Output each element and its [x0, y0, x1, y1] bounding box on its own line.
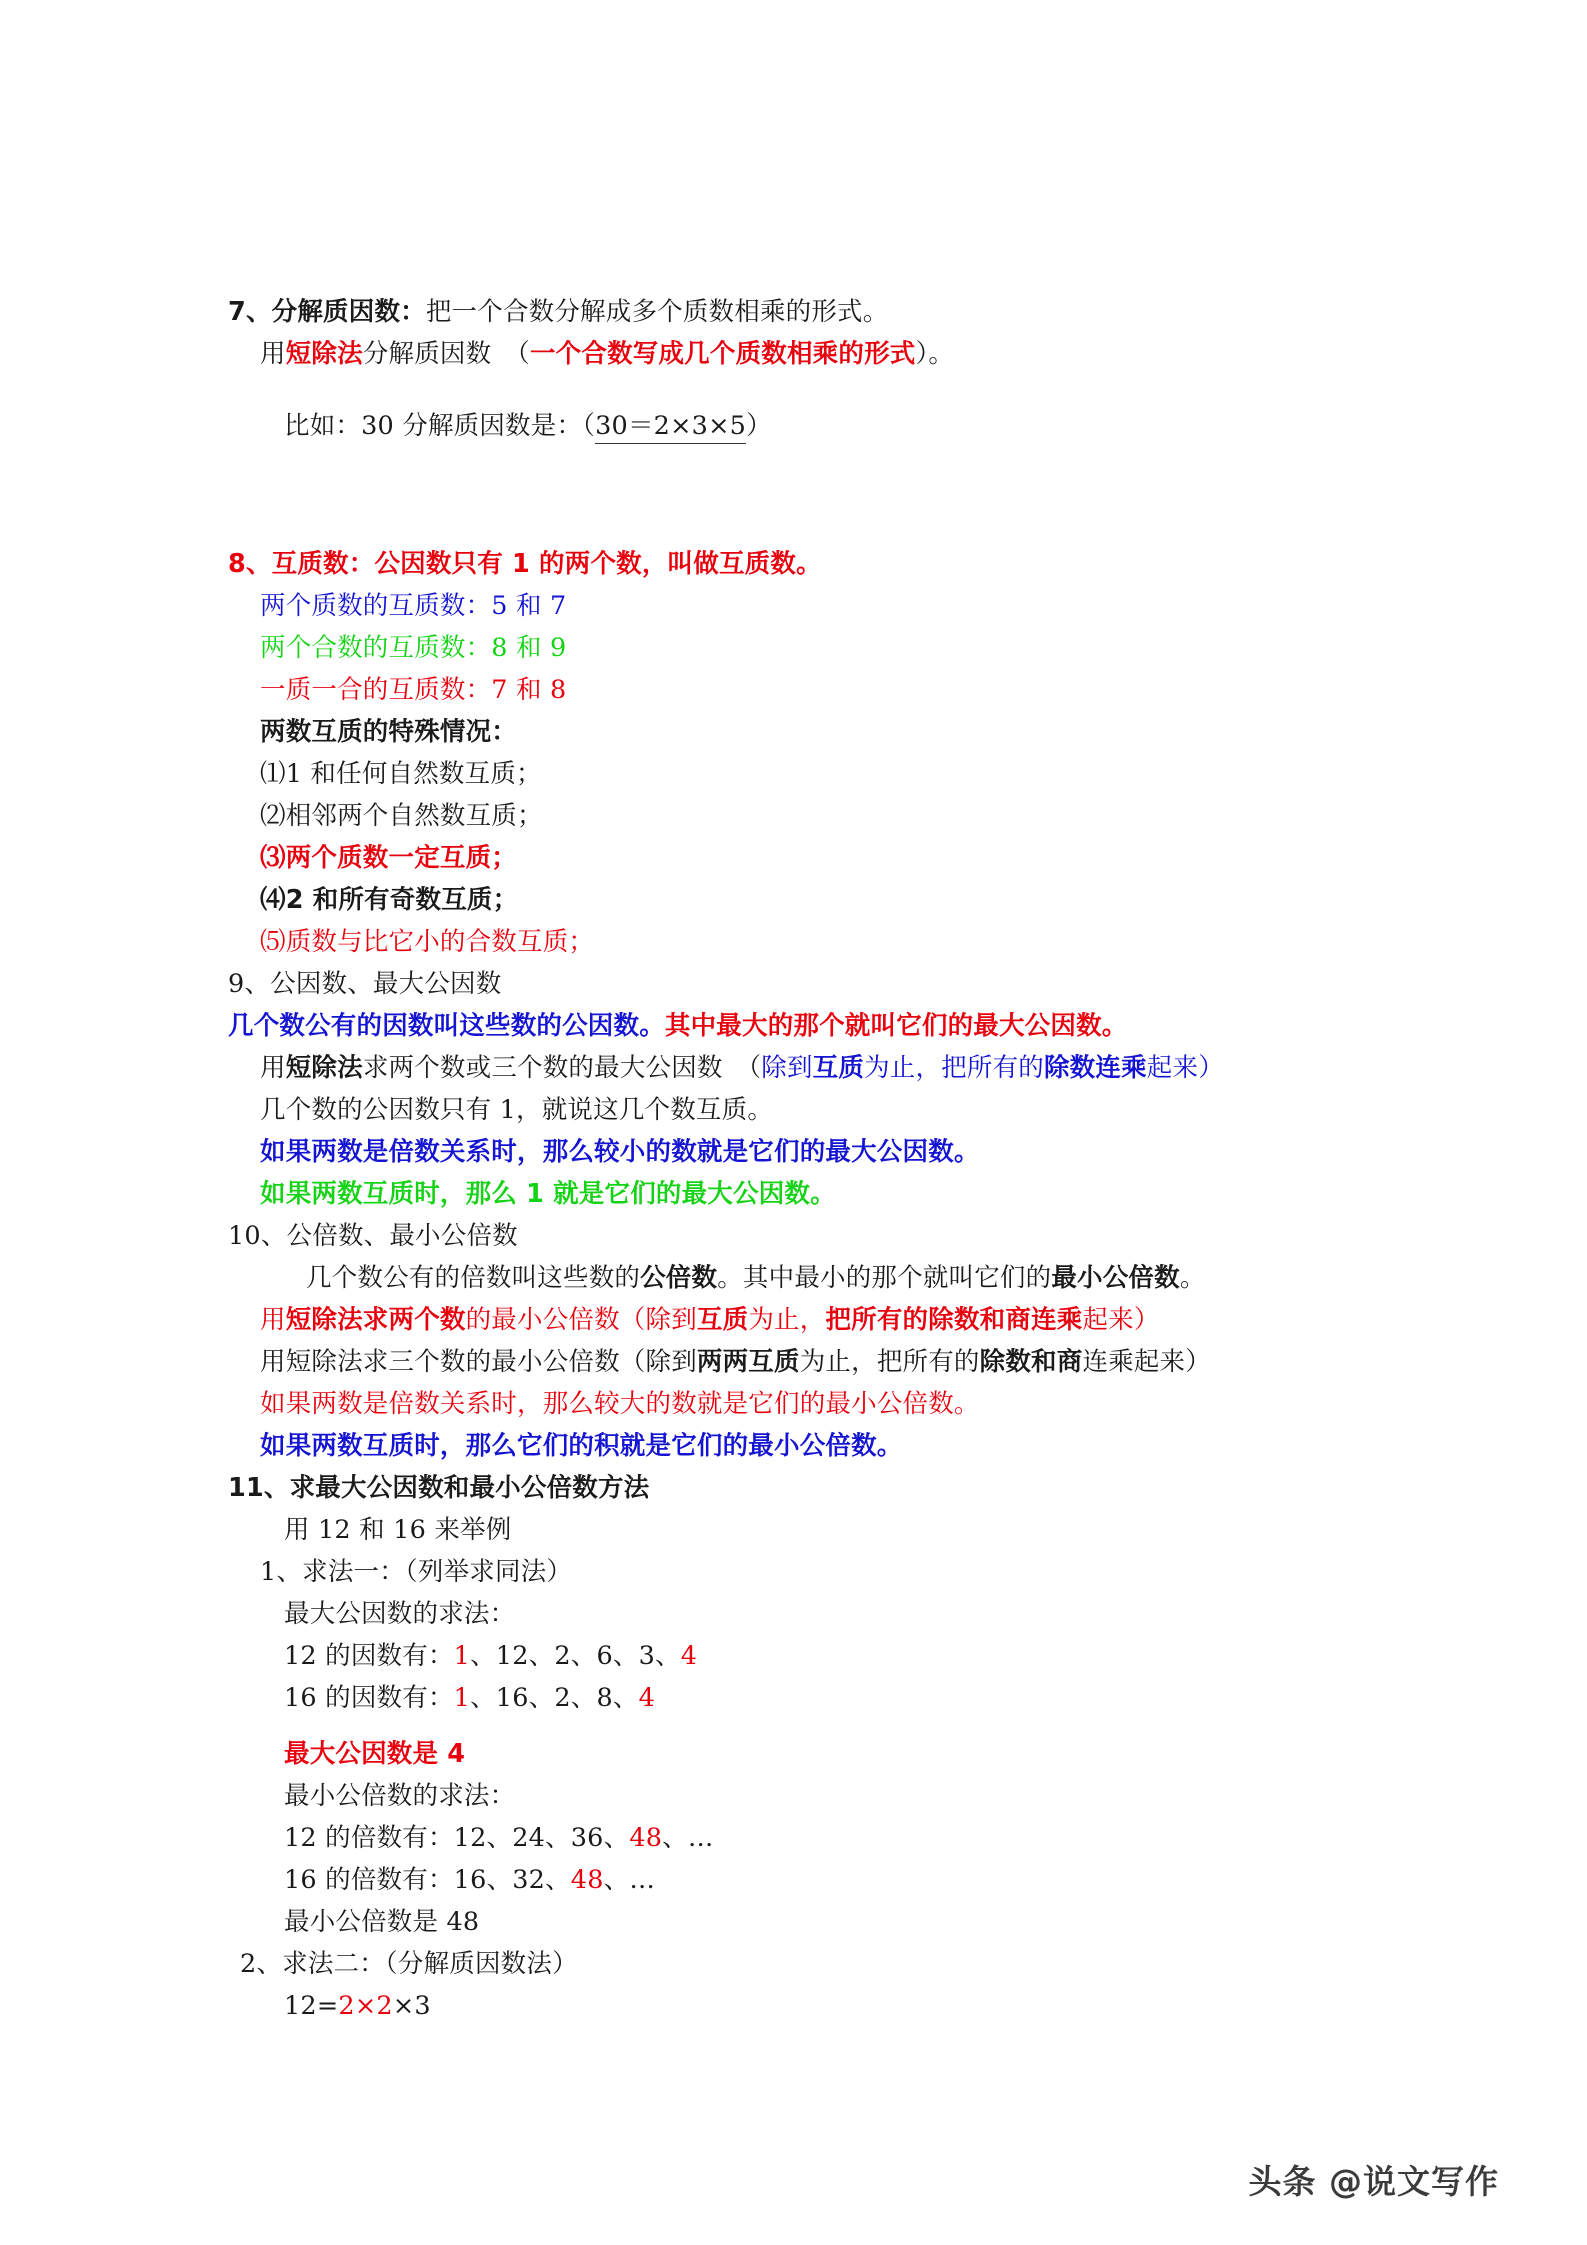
s11-f1-prefix: 12= [284, 1991, 339, 2021]
s8-case-4-text: ⑸质数与比它小的合数互质； [260, 927, 595, 957]
section-10-line2 [228, 1305, 1408, 1350]
s8-special-title-text: 两数互质的特殊情况： [260, 717, 518, 747]
section-11-factorization-12 [228, 1991, 1408, 2036]
s11-f16-part-0: 1 [453, 1683, 471, 1713]
s10-l2-f: 为止， [748, 1305, 826, 1335]
s9-l2-coprime: 互质 [812, 1053, 865, 1083]
s9-l1-blue: 几个数公有的因数叫这些数的公因数。 [228, 1011, 665, 1041]
s7-example-close: ） [746, 411, 772, 441]
s10-l2-g: 把所有的 [825, 1305, 929, 1335]
s8-item-0-text: 两个质数的互质数：5 和 7 [260, 591, 567, 621]
section-11-lcm-label [228, 1781, 1408, 1826]
s9-l2-h: 起来） [1146, 1053, 1224, 1083]
section-7-example [228, 411, 1408, 456]
section-7-definition: 把一个合数分解成多个质数相乘的形式。 [425, 297, 889, 327]
s8-case-3-text: ⑷2 和所有奇数互质； [260, 885, 519, 915]
section-8-item-1 [228, 633, 1408, 678]
s9-l5-text: 如果两数互质时，那么 1 就是它们的最大公因数。 [260, 1179, 836, 1209]
s9-l2-f: 为止，把所有的 [864, 1053, 1044, 1083]
s11-method2-text: 2、求法二：（分解质因数法） [240, 1949, 578, 1979]
section-10-heading [228, 1221, 1408, 1266]
s10-l3-divisor-quotient: 除数和商 [979, 1347, 1083, 1377]
watermark: 头条 @说文写作 [1248, 2162, 1499, 2201]
s10-l1-a: 几个数公有的倍数叫这些数的 [306, 1263, 641, 1293]
s11-f12-part-2: 4 [680, 1641, 698, 1671]
s10-l2-a: 用 [260, 1305, 286, 1335]
s11-f12-part-1: 、12、2、6、3、 [470, 1641, 681, 1671]
section-11-factors-12 [228, 1641, 1408, 1686]
section-7-number: 7、 [228, 297, 272, 327]
s9-l2-divisors: 除数连乘 [1043, 1053, 1147, 1083]
s9-l2-shortdiv: 短除法 [285, 1053, 363, 1083]
section-8-heading-text: 8、互质数：公因数只有 1 的两个数，叫做互质数。 [228, 549, 822, 579]
section-7-line2 [228, 339, 1408, 384]
section-8-item-0 [228, 591, 1408, 636]
section-9-line5 [228, 1179, 1408, 1224]
s10-l3-pairwise-coprime: 两两互质 [696, 1347, 800, 1377]
s7-l2-shortdiv: 短除法 [285, 339, 363, 369]
s7-l2-c: 分解质因数 （ [362, 339, 530, 369]
s11-m12-part-2: 、… [662, 1823, 714, 1853]
section-10-heading-text: 10、公倍数、最小公倍数 [228, 1221, 518, 1251]
s10-l3-c: 为止，把所有的 [799, 1347, 980, 1377]
section-8-case-2 [228, 843, 1408, 888]
section-10-line5 [228, 1431, 1408, 1476]
s10-l1-c: 。其中最小的那个就叫它们的 [717, 1263, 1052, 1293]
s11-gcd-result-text: 最大公因数是 4 [284, 1739, 466, 1769]
s11-m16-part-0: 16、32、 [453, 1865, 571, 1895]
section-8-special-title [228, 717, 1408, 762]
section-8-item-2 [228, 675, 1408, 720]
section-9-line1 [228, 1011, 1408, 1056]
section-7-title: 分解质因数： [271, 297, 426, 327]
s11-f12-prefix: 12 的因数有： [284, 1641, 454, 1671]
section-11-multiples-16 [228, 1865, 1408, 1910]
s10-l2-divisor-quotient: 除数和商连乘 [928, 1305, 1083, 1335]
s8-case-1-text: ⑵相邻两个自然数互质； [260, 801, 543, 831]
section-11-lcm-result [228, 1907, 1408, 1952]
s8-item-1-text: 两个合数的互质数：8 和 9 [260, 633, 567, 663]
section-8-case-3 [228, 885, 1408, 930]
section-9-line4 [228, 1137, 1408, 1182]
section-9-line2 [228, 1053, 1408, 1098]
section-9-line3 [228, 1095, 1408, 1140]
s11-gcd-label-text: 最大公因数的求法： [284, 1599, 516, 1629]
s7-l2-e: ）。 [915, 339, 955, 369]
s11-f16-prefix: 16 的因数有： [284, 1683, 454, 1713]
s7-example-label: 比如：30 分解质因数是：（ [284, 411, 596, 441]
s11-example-text: 用 12 和 16 来举例 [284, 1515, 512, 1545]
s7-l2-a: 用 [260, 339, 286, 369]
s9-l1-red: 其中最大的那个就叫它们的最大公因数。 [664, 1011, 1128, 1041]
section-11-example [228, 1515, 1408, 1560]
section-11-method-1 [228, 1557, 1408, 1602]
section-8-case-0 [228, 759, 1408, 804]
s11-f16-part-2: 4 [638, 1683, 656, 1713]
s8-case-0-text: ⑴1 和任何自然数互质； [260, 759, 542, 789]
s11-lcm-label-text: 最小公倍数的求法： [284, 1781, 516, 1811]
s9-l2-a: 用 [260, 1053, 286, 1083]
section-11-factors-16 [228, 1683, 1408, 1728]
s10-l1-lcm: 最小公倍数 [1051, 1263, 1180, 1293]
s11-m12-part-1: 48 [629, 1823, 663, 1853]
s7-l2-paren-text: 一个合数写成几个质数相乘的形式 [529, 339, 916, 369]
section-7-heading [228, 297, 1408, 342]
section-11-heading-text: 11、求最大公因数和最小公倍数方法 [228, 1473, 650, 1503]
s9-l2-d: 除到 [761, 1053, 813, 1083]
spacer-before-s8 [228, 456, 1408, 538]
s7-example-formula: 30＝2×3×5 [595, 411, 746, 444]
s9-l3-text: 几个数的公因数只有 1，就说这几个数互质。 [260, 1095, 774, 1125]
section-10-line4 [228, 1389, 1408, 1434]
s10-l3-a: 用短除法求三个数的最小公倍数（除到 [260, 1347, 697, 1377]
section-10-line3 [228, 1347, 1408, 1392]
s10-l3-e: 连乘起来） [1082, 1347, 1211, 1377]
section-11-gcd-label [228, 1599, 1408, 1644]
s11-method1-text: 1、求法一：（列举求同法） [260, 1557, 573, 1587]
s11-f12-part-0: 1 [453, 1641, 471, 1671]
s11-m16-part-1: 48 [570, 1865, 604, 1895]
s8-item-2-text: 一质一合的互质数：7 和 8 [260, 675, 567, 705]
s10-l1-e: 。 [1179, 1263, 1206, 1293]
s10-l1-common-multiple: 公倍数 [640, 1263, 718, 1293]
s11-f1-tail: ×3 [392, 1991, 431, 2021]
section-9-heading-text: 9、公因数、最大公因数 [228, 969, 502, 999]
section-8-heading [228, 549, 1408, 594]
spacer-after-s7-l2 [228, 384, 1408, 414]
s11-m16-part-2: 、… [603, 1865, 656, 1895]
s9-l4-text: 如果两数是倍数关系时，那么较小的数就是它们的最大公因数。 [260, 1137, 980, 1167]
s9-l2-c: 求两个数或三个数的最大公因数 （ [362, 1053, 762, 1083]
s11-f16-part-1: 、16、2、8、 [470, 1683, 639, 1713]
s10-l4-text: 如果两数是倍数关系时，那么较大的数就是它们的最小公倍数。 [260, 1389, 980, 1419]
section-10-line1 [228, 1263, 1408, 1308]
s10-l2-c: 的最小公倍数（ [465, 1305, 646, 1335]
section-11-method-2 [228, 1949, 1408, 1994]
s11-m12-part-0: 12、24、36、 [453, 1823, 630, 1853]
section-11-gcd-result [228, 1739, 1408, 1784]
s8-case-2-text: ⑶两个质数一定互质； [260, 843, 518, 873]
s11-lcm-result-text: 最小公倍数是 48 [284, 1907, 480, 1937]
s10-l5-text: 如果两数互质时，那么它们的积就是它们的最小公倍数。 [260, 1431, 903, 1461]
section-9-heading [228, 969, 1408, 1014]
section-11-heading [228, 1473, 1408, 1518]
s11-f1-red: 2×2 [338, 1991, 393, 2021]
section-8-case-4 [228, 927, 1408, 972]
s11-m16-prefix: 16 的倍数有： [284, 1865, 454, 1895]
s10-l2-i: 起来） [1082, 1305, 1160, 1335]
s10-l2-shortdiv-two: 短除法求两个数 [285, 1305, 466, 1335]
section-11-multiples-12 [228, 1823, 1408, 1868]
document-body [228, 297, 1408, 2036]
s10-l2-d: 除到 [645, 1305, 697, 1335]
s10-l2-coprime: 互质 [696, 1305, 749, 1335]
section-8-case-1 [228, 801, 1408, 846]
s11-m12-prefix: 12 的倍数有： [284, 1823, 454, 1853]
